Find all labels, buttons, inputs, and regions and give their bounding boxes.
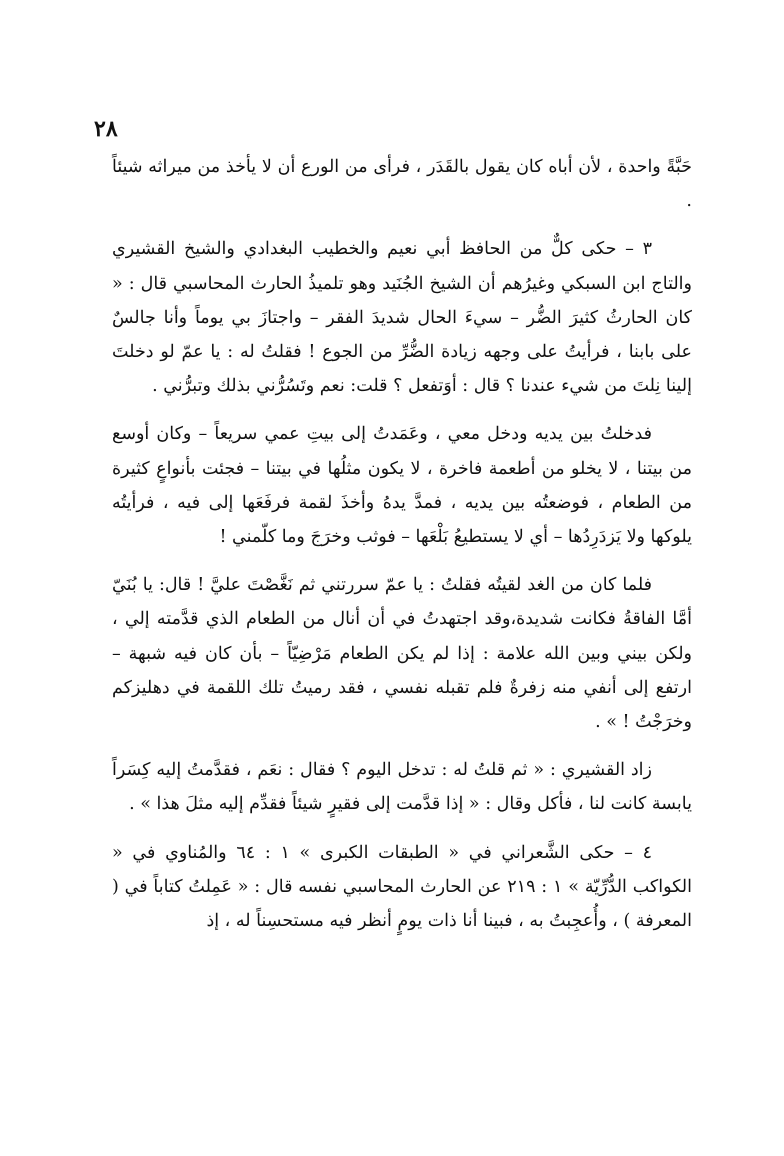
page-body xyxy=(112,150,692,938)
paragraph-4-story: ٤ – حكى الشَّعراني في « الطبقات الكبرى » ١ : ٦٤ والمُناوي في « الكواكب الدُّرِّيّة » ١ : ٢١٩ عن الحارث المحاسبي نفسه قال : « عَمِلتُ كتاباً في ( المعرفة ) ، وأُعجِبتُ به ، فبينا أنا ذات يومٍ أنظر فيه مستحسِناً له ، إذ xyxy=(112,842,692,932)
page-number: ٢٨ xyxy=(94,116,118,142)
paragraph-continuation: حَبَّةً واحدة ، لأن أباه كان يقول بالقَدَر ، فرأى من الورع أن لا يأخذ من ميراثه شيئاً . xyxy=(112,157,692,212)
paragraph-qushayri-addition: زاد القشيري : « ثم قلتُ له : تدخل اليوم ؟ فقال : نعَم ، فقدَّمتُ إليه كِسَراً يابسة كانت لنا ، فأكل وقال : « إذا قدَّمت إلى فقيرٍ شيئاً فقدِّم إليه مثلَ هذا » . xyxy=(112,760,692,815)
paragraph-food-offered: فدخلتُ بين يديه ودخل معي ، وعَمَدتُ إلى بيتِ عمي سريعاً – وكان أوسع من بيتنا ، لا يخلو من أطعمة فاخرة ، لا يكون مثلُها في بيتنا – فجئت بأنواعٍ كثيرة من الطعام ، فوضعتُه بين يديه ، فمدَّ يدهُ وأخذَ لقمة فرفَعَها إلى فيه ، فرأيتُه يلوكها ولا يَزدَرِدُها – أي لا يستطيعُ بَلْعَها – فوثب وخرَجَ وما كلّمني ! xyxy=(112,424,692,548)
paragraph-3-story: ٣ – حكى كلٌّ من الحافظ أبي نعيم والخطيب البغدادي والشيخ القشيري والتاج ابن السبكي وغيرُهم أن الشيخ الجُنَيد وهو تلميذُ الحارث المحاسبي قال : « كان الحارثُ كثيرَ الضُّر – سيءَ الحال شديدَ الفقر – واجتازَ بي يوماً وأنا جالسٌ على بابنا ، فرأيتُ على وجهه زيادة الضُّرِّ من الجوع ! فقلتُ له : يا عمّ لو دخلتَ إلينا نِلتَ من شيء عندنا ؟ قال : أوَتفعل ؟ قلت: نعم وتَسُرُّني بذلك وتبرُّني . xyxy=(112,239,692,397)
paragraph-next-day: فلما كان من الغد لقيتُه فقلتُ : يا عمّ سررتني ثم نَغَّصْتَ عليَّ ! قال: يا بُنَيّ أمَّا الفاقةُ فكانت شديدة،وقد اجتهدتُ في أن أنال من الطعام الذي قدَّمته إلي ، ولكن بيني وبين الله علامة : إذا لم يكن الطعام مَرْضِيّاً – بأن كان فيه شبهة – ارتفع إلى أنفي منه زفرةٌ فلم تقبله نفسي ، فقد رميتُ تلك اللقمة في دهليزكم وخرَجْتُ ! » . xyxy=(112,575,692,733)
